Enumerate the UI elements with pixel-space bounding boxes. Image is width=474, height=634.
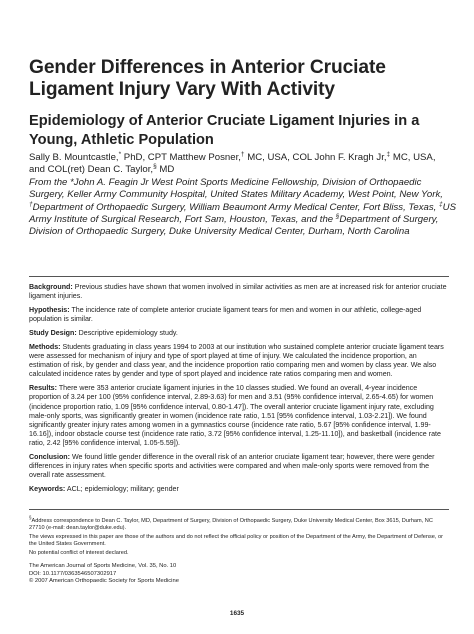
section-label: Background: [29, 283, 73, 291]
journal-citation: The American Journal of Sports Medicine, Vol. 35, No. 10 [29, 563, 177, 569]
section-text: Students graduating in class years 1994 to 2003 at our institution who sustained complete anterior cruciate ligament tears were assessed for mechanism of injury and type of sport played at time of injury. We calculated the incidence proportion, an estimation of risk, by gender and class year, and the incidence proportion ratio comparing men and women by class year. We also calculated incidence rates by gender and type of sport played and incidence rate ratios comparing men and women. [29, 343, 444, 379]
section-label: Study Design: [29, 329, 77, 338]
footnote-correspondence [29, 515, 449, 533]
section-label: Results: [29, 384, 57, 393]
abstract-methods [29, 343, 449, 379]
author-name: and COL(ret) Dean C. Taylor, [29, 164, 154, 176]
author-name: MC, USA, COL John F. Kragh Jr, [244, 152, 387, 163]
section-text: We found little gender difference in the overall risk of an anterior cruciate ligament tear; however, there were gender differences in injury rates when specific sports and activities were compared and when male-only sports were removed from the overall rate assessment. [29, 452, 435, 479]
footnote-mark: † [29, 200, 33, 208]
page-number: 1635 [229, 610, 245, 617]
footnote-mark: § [29, 515, 32, 521]
affiliation-text: Department of Orthopaedic Surgery, William Beaumont Army Medical Center, Fort Bliss, Texas, [32, 201, 440, 213]
article-title: Gender Differences in Anterior Cruciate Ligament Injury Vary With Activity [29, 57, 386, 100]
section-label: Hypothesis: [29, 306, 70, 315]
author-list [29, 152, 459, 177]
abstract-keywords [29, 485, 449, 494]
article-subtitle: Epidemiology of Anterior Cruciate Ligament Injuries in a Young, Athletic Population [29, 113, 420, 148]
footnote-mark: ‡ [386, 150, 391, 158]
abstract-background [29, 283, 449, 301]
abstract-conclusion [29, 453, 449, 480]
footnote-mark: † [240, 150, 245, 158]
section-text: Previous studies have shown that women involved in similar activities as men are at increased risk for anterior cruciate ligament injuries. [29, 283, 447, 301]
author-name: PhD, CPT Matthew Posner, [121, 152, 241, 163]
abstract [29, 283, 449, 499]
affiliation-text: US Army Institute of Surgical Research, Fort Sam, Houston, Texas, and the [29, 201, 456, 226]
affiliation-text: From the *John A. Feagin Jr West Point Sports Medicine Fellowship, Division of Orthopaedic Surgery, Keller Army Community Hospital, United States Military Academy, West Point, New York, [29, 176, 443, 201]
author-block [29, 152, 459, 239]
journal-info [29, 563, 329, 586]
section-label: Methods: [29, 343, 61, 352]
divider-bottom [29, 509, 449, 510]
section-label: Conclusion: [29, 452, 70, 461]
section-text: Descriptive epidemiology study. [76, 329, 178, 338]
affiliation-text: Department of Surgery, Division of Orthopaedic Surgery, Duke University Medical Center, Durham, North Carolina [29, 214, 439, 238]
journal-doi: DOI: 10.1177/0363546507302917 [29, 570, 117, 577]
author-name: Sally B. Mountcastle, [29, 152, 119, 163]
footnote-mark: * [118, 150, 122, 158]
abstract-study-design [29, 329, 449, 338]
affiliations [29, 177, 459, 239]
author-name: MD [156, 164, 175, 176]
footnote-mark: § [335, 212, 340, 220]
footnotes [29, 515, 449, 558]
footnote-conflict: No potential conflict of interest declared. [29, 549, 129, 556]
section-text: ACL; epidemiology; military; gender [65, 484, 179, 493]
section-label: Keywords: [29, 484, 66, 493]
footnote-text: Address correspondence to Dean C. Taylor, MD, Department of Surgery, Division of Orthopaedic Surgery, Duke University Medical Center, Box 3615, Durham, NC 27710 (e-mail: dean.taylor@duke.edu). [29, 518, 433, 532]
footnote-views: The views expressed in this paper are those of the authors and do not reflect the official policy or position of the Department of the Army, the Department of Defense, or the United States Government. [29, 533, 443, 548]
abstract-hypothesis [29, 306, 449, 324]
section-text: There were 353 anterior cruciate ligament injuries in the 10 classes studied. We found an overall, 4-year incidence proportion of 3.24 per 100 (95% confidence interval, 2.89-3.63) for men and 3.51 (95% confidence interval, 2.65-4.65) for women (incidence proportion ratio, 1.09 [95% confidence interval, 0.80-1.47]). The overall anterior cruciate ligament injury rate, excluding male-only sports, was significantly greater in women (incidence rate ratio, 1.51 [95% confidence interval, 1.03-2.21]). We found significantly greater injury rates among women in a gymnastics course (incidence rate ratio, 5.67 [95% confidence interval, 1.99-16.16]), indoor obstacle course test (incidence rate ratio, 3.72 [95% confidence interval, 1.25-11.10]), and basketball (incidence rate ratio, 2.42 [95% confidence interval, 1.05-5.59]). [29, 384, 441, 447]
divider-top [29, 276, 449, 277]
footnote-mark: ‡ [439, 200, 443, 208]
abstract-results [29, 384, 449, 447]
section-text: The incidence rate of complete anterior cruciate ligament tears for men and women in our athletic, college-aged population is similar. [29, 306, 422, 324]
journal-copyright: © 2007 American Orthopaedic Society for Sports Medicine [29, 578, 179, 584]
footnote-mark: § [153, 163, 157, 171]
author-name: MC, USA, [390, 152, 436, 163]
